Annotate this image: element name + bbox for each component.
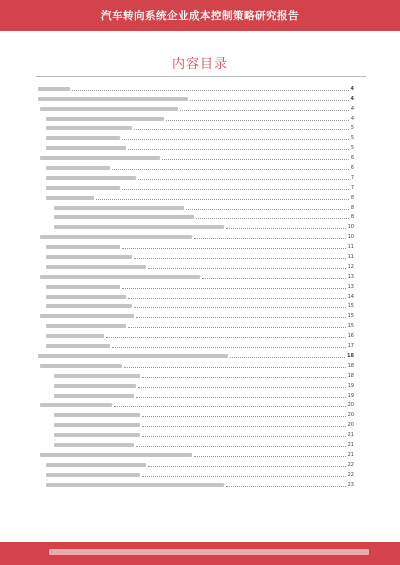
- toc-list: [38, 82, 354, 488]
- toc-entry-label: [54, 423, 140, 427]
- toc-entry-label: [46, 265, 146, 269]
- toc-leader-dots: [162, 159, 349, 160]
- toc-entry-label: [54, 374, 140, 378]
- toc-leader-dots: [226, 486, 346, 487]
- toc-entry-page: 14: [347, 293, 354, 300]
- toc-leader-dots: [166, 120, 349, 121]
- toc-entry-label: [46, 136, 120, 140]
- toc-entry[interactable]: [38, 260, 354, 270]
- toc-entry-label: [38, 87, 70, 91]
- toc-entry-page: 17: [347, 343, 354, 350]
- toc-entry-page: 6: [350, 165, 354, 172]
- toc-entry-label: [46, 117, 164, 121]
- toc-entry-label: [54, 394, 134, 398]
- toc-entry-label: [40, 107, 178, 111]
- toc-leader-dots: [142, 416, 346, 417]
- toc-entry[interactable]: [38, 478, 354, 488]
- toc-entry-label: [46, 245, 120, 249]
- toc-entry-label: [46, 324, 126, 328]
- toc-entry-label: [40, 156, 160, 160]
- toc-entry-label: [46, 344, 110, 348]
- toc-leader-dots: [122, 248, 346, 249]
- toc-entry-label: [40, 453, 192, 457]
- toc-entry-page: 19: [347, 382, 354, 389]
- toc-leader-dots: [136, 317, 346, 318]
- toc-entry[interactable]: [38, 112, 354, 122]
- toc-entry[interactable]: [38, 339, 354, 349]
- toc-leader-dots: [190, 100, 349, 101]
- footer-slogan: [49, 549, 369, 555]
- toc-entry[interactable]: [38, 468, 354, 478]
- toc-entry-label: [40, 364, 122, 368]
- toc-entry-label: [46, 176, 136, 180]
- toc-entry-label: [46, 295, 126, 299]
- toc-entry-page: 4: [350, 105, 354, 112]
- toc-entry-page: 18: [347, 372, 354, 379]
- toc-leader-dots: [96, 199, 349, 200]
- toc-entry-page: 7: [350, 184, 354, 191]
- toc-entry-label: [54, 215, 194, 219]
- toc-entry[interactable]: [38, 220, 354, 230]
- toc-leader-dots: [148, 466, 346, 467]
- toc-entry-label: [46, 473, 140, 477]
- footer-bar: [0, 542, 400, 565]
- toc-entry[interactable]: [38, 181, 354, 191]
- toc-entry[interactable]: [38, 240, 354, 250]
- toc-leader-dots: [122, 139, 349, 140]
- toc-leader-dots: [136, 446, 346, 447]
- toc-entry[interactable]: [38, 448, 354, 458]
- toc-entry-page: 4: [350, 85, 354, 92]
- toc-entry[interactable]: [38, 379, 354, 389]
- toc-leader-dots: [148, 268, 346, 269]
- toc-entry[interactable]: [38, 161, 354, 171]
- toc-leader-dots: [112, 169, 349, 170]
- toc-leader-dots: [194, 456, 346, 457]
- header-bar: [0, 0, 400, 31]
- toc-entry[interactable]: [38, 359, 354, 369]
- toc-entry-page: 22: [347, 461, 354, 468]
- toc-entry-label: [40, 314, 134, 318]
- toc-entry-page: 7: [350, 174, 354, 181]
- toc-leader-dots: [114, 406, 346, 407]
- toc-entry[interactable]: [38, 309, 354, 319]
- toc-entry-label: [54, 225, 224, 229]
- toc-entry-page: 5: [350, 145, 354, 152]
- toc-leader-dots: [226, 228, 346, 229]
- toc-entry-page: 8: [350, 194, 354, 201]
- toc-entry-page: 21: [347, 432, 354, 439]
- toc-leader-dots: [202, 278, 346, 279]
- toc-entry-label: [46, 186, 120, 190]
- toc-leader-dots: [194, 238, 346, 239]
- toc-entry-label: [54, 413, 140, 417]
- toc-entry-page: 20: [347, 412, 354, 419]
- toc-leader-dots: [142, 436, 346, 437]
- toc-leader-dots: [128, 327, 346, 328]
- toc-entry-page: 13: [347, 273, 354, 280]
- toc-entry-label: [46, 463, 146, 467]
- toc-entry-page: 10: [347, 234, 354, 241]
- toc-entry-page: 20: [347, 402, 354, 409]
- toc-leader-dots: [186, 209, 349, 210]
- toc-leader-dots: [122, 288, 346, 289]
- toc-leader-dots: [138, 179, 349, 180]
- toc-entry-label: [46, 334, 104, 338]
- toc-entry[interactable]: [38, 270, 354, 280]
- toc-entry[interactable]: [38, 131, 354, 141]
- toc-leader-dots: [138, 387, 346, 388]
- toc-entry-label: [46, 196, 94, 200]
- toc-entry[interactable]: [38, 191, 354, 201]
- toc-entry-page: 10: [347, 224, 354, 231]
- toc-leader-dots: [196, 218, 349, 219]
- toc-entry-page: 21: [347, 451, 354, 458]
- toc-entry-label: [38, 354, 228, 358]
- toc-entry[interactable]: [38, 151, 354, 161]
- toc-entry[interactable]: [38, 389, 354, 399]
- toc-entry-page: 18: [347, 352, 354, 359]
- toc-entry-page: 15: [347, 323, 354, 330]
- toc-leader-dots: [122, 189, 349, 190]
- toc-leader-dots: [134, 129, 349, 130]
- toc-leader-dots: [128, 298, 346, 299]
- toc-entry-page: 4: [350, 115, 354, 122]
- toc-entry[interactable]: [38, 408, 354, 418]
- toc-entry[interactable]: [38, 92, 354, 102]
- toc-leader-dots: [106, 337, 346, 338]
- toc-entry[interactable]: [38, 82, 354, 92]
- toc-leader-dots: [142, 377, 346, 378]
- toc-entry[interactable]: [38, 141, 354, 151]
- toc-entry-page: 11: [347, 254, 354, 261]
- toc-entry[interactable]: [38, 399, 354, 409]
- report-title: 汽车转向系统企业成本控制策略研究报告: [101, 10, 299, 22]
- toc-entry-page: 16: [347, 333, 354, 340]
- toc-divider: [36, 76, 366, 77]
- toc-entry-page: 15: [347, 303, 354, 310]
- toc-entry-page: 5: [350, 135, 354, 142]
- toc-entry[interactable]: [38, 171, 354, 181]
- toc-leader-dots: [134, 307, 346, 308]
- toc-leader-dots: [180, 110, 349, 111]
- toc-entry[interactable]: [38, 102, 354, 112]
- toc-entry-page: 20: [347, 422, 354, 429]
- toc-entry-label: [54, 443, 134, 447]
- toc-entry[interactable]: [38, 230, 354, 240]
- toc-entry-label: [40, 403, 112, 407]
- toc-entry[interactable]: [38, 280, 354, 290]
- toc-entry-label: [54, 206, 184, 210]
- toc-entry[interactable]: [38, 211, 354, 221]
- toc-entry-page: 22: [347, 471, 354, 478]
- toc-entry-page: 6: [350, 155, 354, 162]
- toc-entry-label: [40, 235, 192, 239]
- toc-entry-label: [46, 483, 224, 487]
- toc-entry-page: 11: [347, 244, 354, 251]
- toc-entry-page: 21: [347, 441, 354, 448]
- toc-leader-dots: [128, 149, 349, 150]
- toc-leader-dots: [230, 357, 345, 358]
- toc-entry-label: [40, 275, 200, 279]
- toc-entry-page: 4: [350, 95, 354, 102]
- toc-entry[interactable]: [38, 201, 354, 211]
- toc-leader-dots: [142, 476, 346, 477]
- toc-entry-page: 19: [347, 392, 354, 399]
- toc-entry-label: [46, 166, 110, 170]
- toc-entry[interactable]: [38, 369, 354, 379]
- toc-entry[interactable]: [38, 300, 354, 310]
- toc-entry-page: 8: [350, 204, 354, 211]
- toc-entry-page: 18: [347, 362, 354, 369]
- toc-leader-dots: [124, 367, 346, 368]
- toc-entry[interactable]: [38, 428, 354, 438]
- toc-entry-page: 12: [347, 263, 354, 270]
- toc-entry[interactable]: [38, 458, 354, 468]
- toc-entry-label: [54, 384, 136, 388]
- toc-entry-label: [46, 126, 132, 130]
- toc-leader-dots: [72, 90, 349, 91]
- toc-entry[interactable]: [38, 418, 354, 428]
- toc-entry-page: 15: [347, 313, 354, 320]
- toc-entry-label: [46, 255, 132, 259]
- toc-entry-page: 8: [350, 214, 354, 221]
- toc-leader-dots: [142, 426, 346, 427]
- toc-leader-dots: [136, 397, 346, 398]
- toc-entry-page: 13: [347, 283, 354, 290]
- toc-entry[interactable]: [38, 349, 354, 359]
- toc-entry[interactable]: [38, 438, 354, 448]
- toc-entry-label: [46, 146, 126, 150]
- toc-entry-page: 23: [347, 481, 354, 488]
- toc-entry-label: [38, 97, 188, 101]
- toc-entry[interactable]: [38, 250, 354, 260]
- toc-entry[interactable]: [38, 319, 354, 329]
- toc-entry-label: [46, 285, 120, 289]
- toc-heading: 内容目录: [171, 57, 228, 72]
- toc-entry[interactable]: [38, 290, 354, 300]
- toc-entry-page: 5: [350, 125, 354, 132]
- toc-leader-dots: [112, 347, 346, 348]
- toc-entry[interactable]: [38, 329, 354, 339]
- toc-leader-dots: [134, 258, 346, 259]
- toc-entry[interactable]: [38, 122, 354, 132]
- toc-entry-label: [46, 304, 132, 308]
- toc-entry-label: [54, 433, 140, 437]
